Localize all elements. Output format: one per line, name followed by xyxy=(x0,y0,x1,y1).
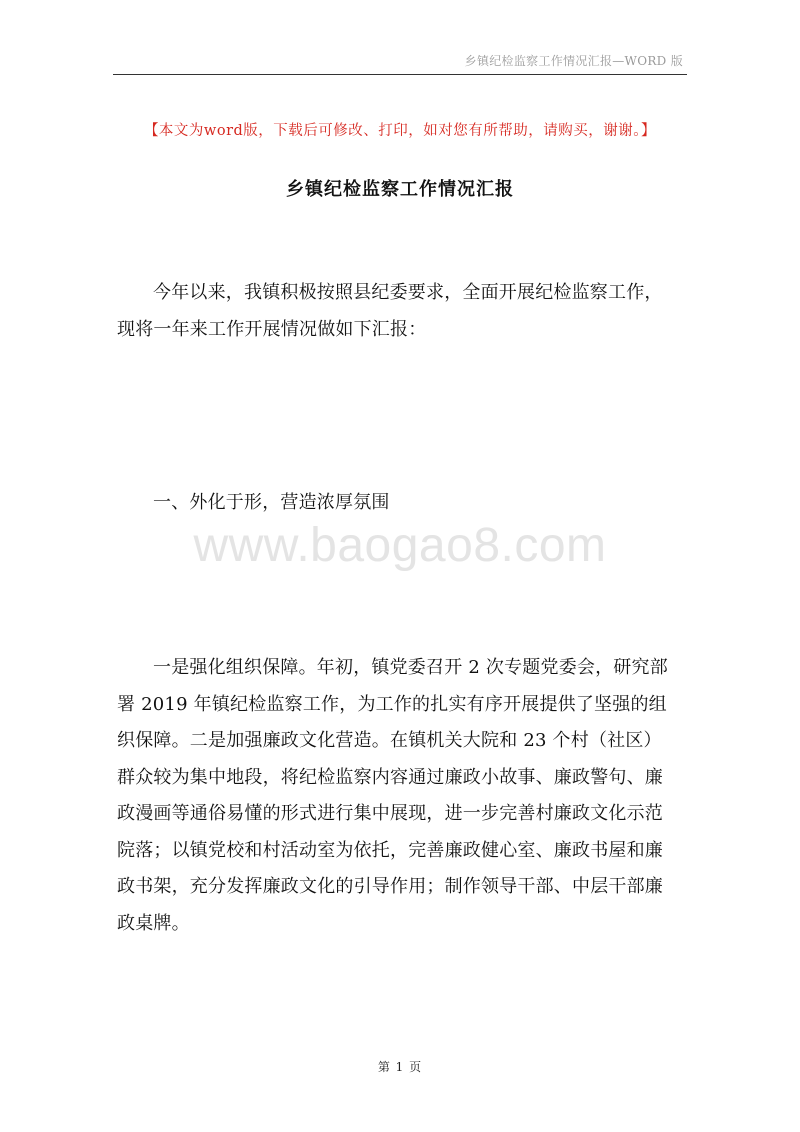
body-line: 政书架，充分发挥廉政文化的引导作用；制作领导干部、中层干部廉 xyxy=(117,876,663,897)
body-line: 署 2019 年镇纪检监察工作，为工作的扎实有序开展提供了坚强的组 xyxy=(117,693,667,715)
header-divider xyxy=(113,74,687,75)
body-line: 政桌牌。 xyxy=(117,912,190,934)
page-number: 第 1 页 xyxy=(377,1060,423,1074)
body-line: 织保障。二是加强廉政文化营造。在镇机关大院和 23 个村（社区） xyxy=(117,730,662,751)
section-heading xyxy=(117,485,687,522)
body-line: 群众较为集中地段，将纪检监察内容通过廉政小故事、廉政警句、廉 xyxy=(117,766,663,788)
document-title: 乡镇纪检监察工作情况汇报 xyxy=(286,179,514,200)
download-notice: 【本文为word版，下载后可修改、打印，如对您有所帮助，请购买，谢谢。】 xyxy=(143,123,657,139)
body-line: 一是强化组织保障。年初，镇党委召开 2 次专题党委会，研究部 xyxy=(153,657,668,678)
body-paragraph xyxy=(117,650,687,942)
body-line: 院落；以镇党校和村活动室为依托，完善廉政健心室、廉政书屋和廉 xyxy=(117,839,663,861)
intro-line: 现将一年来工作开展情况做如下汇报： xyxy=(117,318,427,340)
running-header-title: 乡镇纪检监察工作情况汇报—WORD 版 xyxy=(464,54,683,68)
body-line: 政漫画等通俗易懂的形式进行集中展现，进一步完善村廉政文化示范 xyxy=(117,803,663,824)
watermark-text: www.baogao8.com xyxy=(193,519,607,572)
intro-line: 今年以来，我镇积极按照县纪委要求，全面开展纪检监察工作， xyxy=(153,282,663,303)
section-heading-text: 一、外化于形，营造浓厚氛围 xyxy=(153,492,390,513)
intro-paragraph xyxy=(117,275,687,348)
